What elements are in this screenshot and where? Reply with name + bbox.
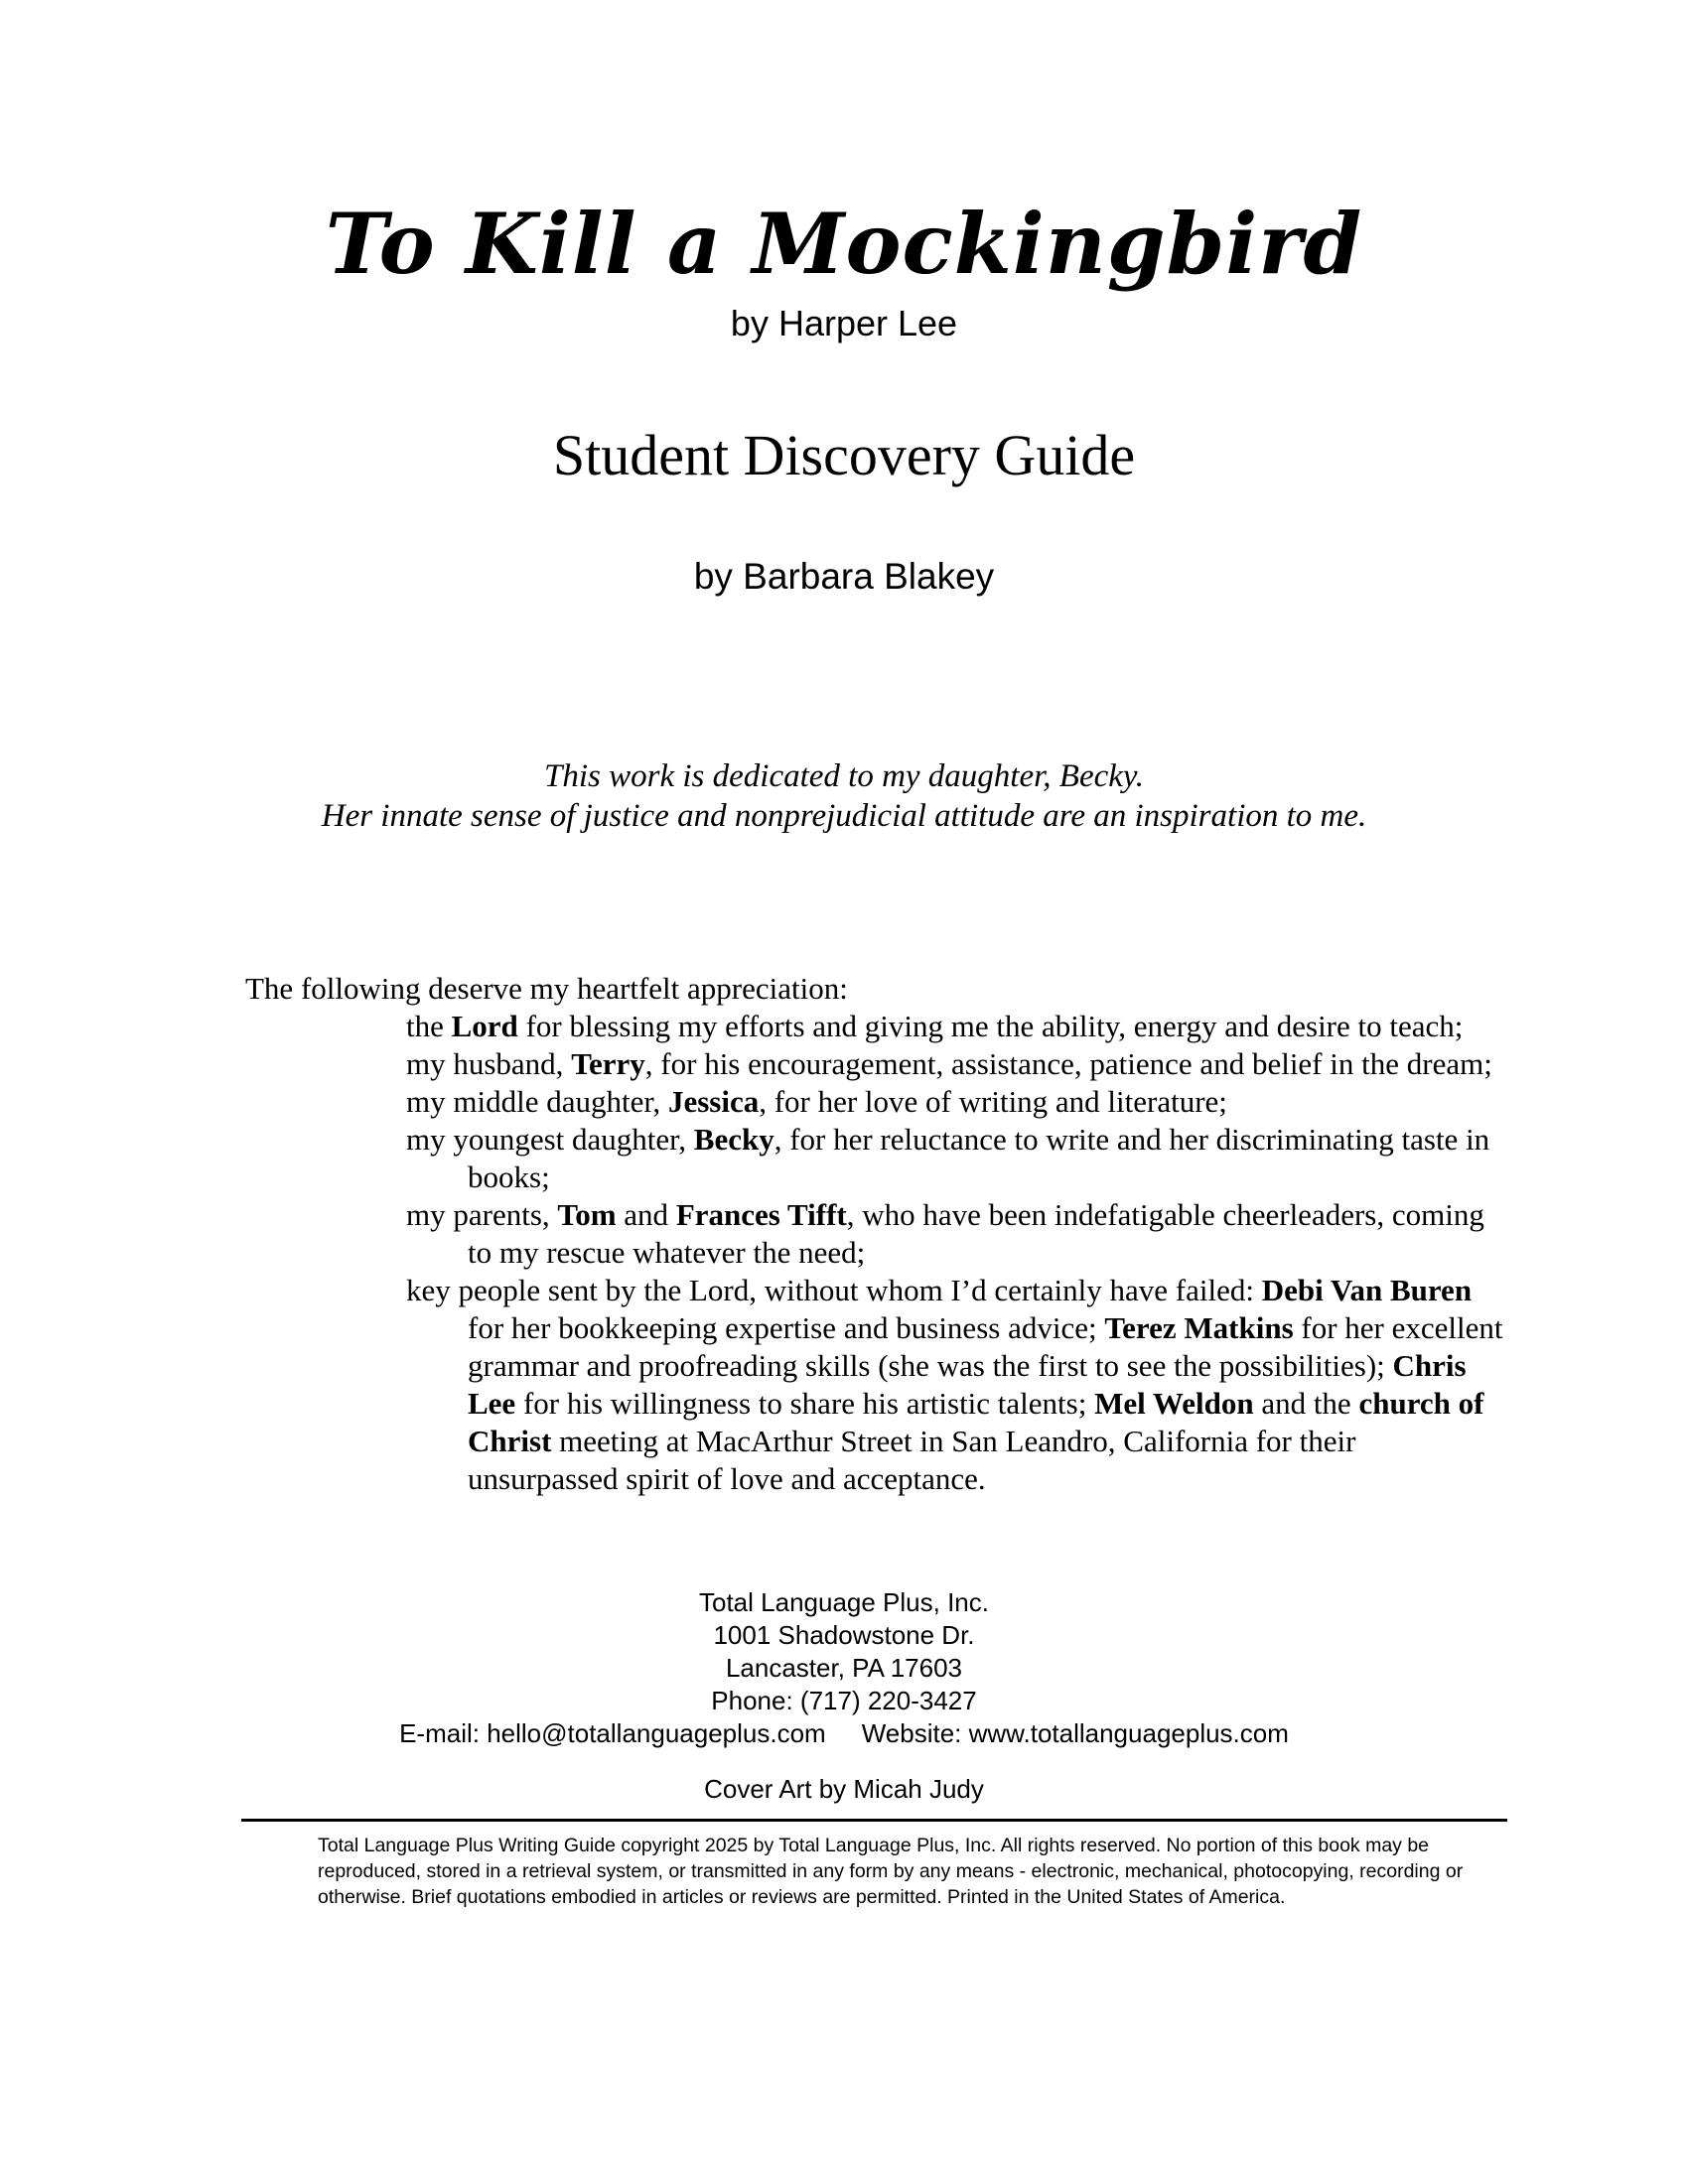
publisher-info [0,1586,1688,1750]
acknowledgment-item [406,1008,1506,1045]
acknowledged-name: Frances Tifft [675,1197,847,1232]
acknowledged-name: Tom [557,1197,617,1232]
acknowledgment-text: for her bookkeeping expertise and business advice; [468,1310,1105,1345]
acknowledgment-text: for his willingness to share his artistic talents; [515,1386,1095,1421]
acknowledgment-text: key people sent by the Lord, without whom I’d certainly have failed: [406,1273,1262,1307]
acknowledged-name: Jessica [667,1084,760,1119]
acknowledgment-text: for blessing my efforts and giving me the ability, energy and desire to teach; [517,1009,1464,1043]
book-title: To Kill a Mockingbird [325,195,1363,293]
acknowledged-name: Mel Weldon [1094,1386,1254,1421]
dedication [0,756,1688,836]
acknowledgments [245,970,1506,1498]
cover-art-credit: Cover Art by Micah Judy [704,1774,984,1804]
guide-author: by Barbara Blakey [693,556,995,597]
acknowledgments-list [245,1008,1506,1498]
publisher-contact [0,1717,1688,1750]
acknowledgment-text: , for her reluctance to write and her discriminating taste in books; [468,1122,1490,1194]
acknowledgment-text: , who have been indefatigable cheerleaders, coming to my rescue whatever the need; [468,1197,1484,1270]
acknowledged-name: Terez Matkins [1104,1310,1294,1345]
acknowledgment-text: and the [1253,1386,1359,1421]
acknowledgment-item [406,1196,1506,1272]
acknowledged-name: Becky [693,1122,774,1157]
acknowledgment-text: my husband, [406,1046,572,1081]
publisher-phone: Phone: (717) 220-3427 [711,1686,977,1715]
publisher-website: Website: www.totallanguageplus.com [861,1718,1289,1748]
acknowledgment-item [406,1083,1506,1121]
acknowledgment-item [406,1121,1506,1196]
acknowledgment-text: , for her love of writing and literature; [759,1084,1227,1119]
dedication-line-2: Her innate sense of justice and nonprejudicial attitude are an inspiration to me. [321,798,1367,834]
acknowledgment-item [406,1045,1506,1083]
acknowledgment-text: my youngest daughter, [406,1122,694,1157]
divider [241,1819,1507,1822]
acknowledgment-text: my parents, [406,1197,558,1232]
publisher-street: 1001 Shadowstone Dr. [713,1620,975,1650]
copyright-notice: Total Language Plus Writing Guide copyright 2025 by Total Language Plus, Inc. All rights reserved. No portion of this book may be reproduced, stored in a retrieval system, or transmitted in any form by any means - electronic, mechanical, photocopying, recording or otherwise. Brief quotations embodied in articles or reviews are permitted. Printed in the United States of America. [318,1835,1464,1908]
acknowledgments-intro: The following deserve my heartfelt appreciation: [245,971,848,1006]
acknowledged-name: Terry [571,1046,645,1081]
acknowledgment-item [406,1272,1506,1498]
acknowledgment-text: meeting at MacArthur Street in San Leandro, California for their unsurpassed spirit of love and acceptance. [468,1424,1356,1496]
publisher-city: Lancaster, PA 17603 [725,1653,963,1683]
acknowledgment-text: my middle daughter, [406,1084,668,1119]
acknowledged-name: Lord [451,1009,518,1043]
book-author: by Harper Lee [730,303,958,343]
acknowledgment-text: the [406,1009,452,1043]
guide-title: Student Discovery Guide [552,423,1136,487]
acknowledged-name: Debi Van Buren [1261,1273,1473,1307]
acknowledged-name: Chris Lee [468,1348,1467,1421]
publisher-name: Total Language Plus, Inc. [699,1587,989,1617]
acknowledgment-text: and [616,1197,676,1232]
dedication-line-1: This work is dedicated to my daughter, Becky. [544,758,1144,794]
acknowledged-name: church of Christ [468,1386,1484,1458]
publisher-email: E-mail: hello@totallanguageplus.com [399,1718,826,1748]
acknowledgment-text: for her excellent grammar and proofreading skills (she was the first to see the possibilities); [468,1310,1503,1383]
acknowledgment-text: , for his encouragement, assistance, patience and belief in the dream; [644,1046,1492,1081]
